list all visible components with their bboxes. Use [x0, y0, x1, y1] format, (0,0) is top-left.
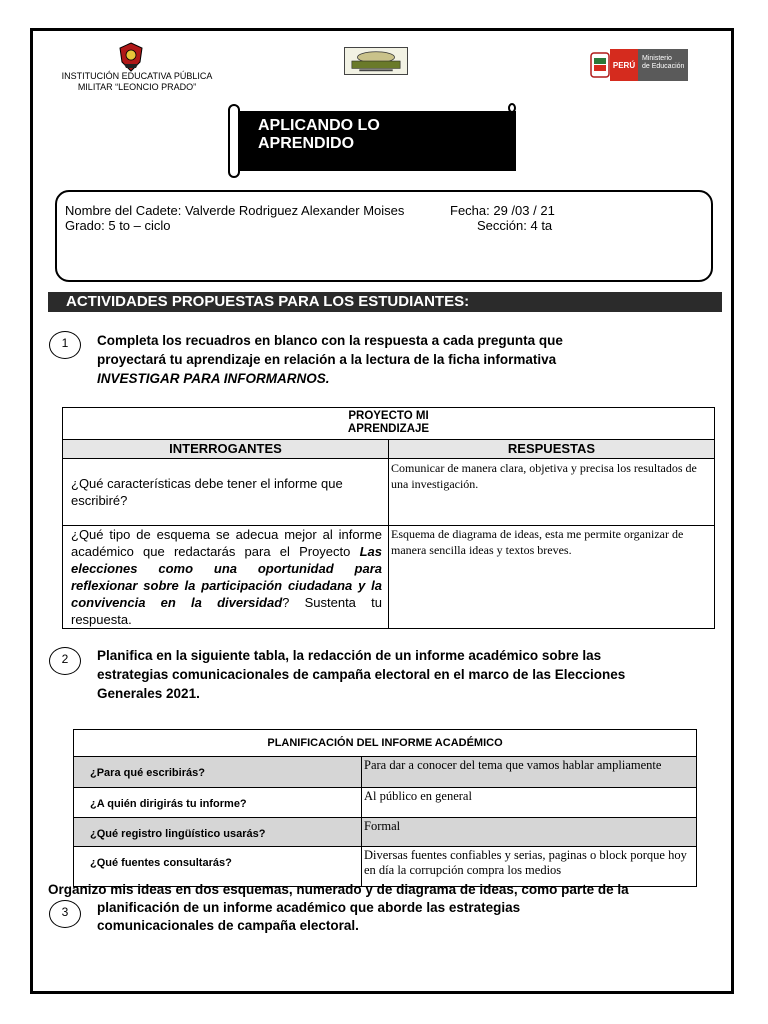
page-title: [258, 117, 458, 153]
school-crest-icon: [118, 42, 144, 72]
activity1-line2: proyectará tu aprendizaje en relación a la lectura de la ficha informativa: [97, 352, 557, 367]
banner-scroll-right: [508, 103, 516, 113]
planning-table-title: PLANIFICACIÓN DEL INFORME ACADÉMICO: [74, 730, 697, 757]
minedu-line1: Ministerio: [642, 55, 672, 62]
project-table-title: [63, 408, 715, 440]
peru-shield-icon: [590, 52, 610, 78]
banner-scroll-left: [228, 104, 240, 178]
activity-number-1: 1: [49, 331, 81, 359]
table-row: [74, 818, 697, 847]
planning-question: ¿A quién dirigirás tu informe?: [74, 788, 362, 818]
table-row: [74, 788, 697, 818]
planning-question: ¿Para qué escribirás?: [74, 757, 362, 788]
program-logo-icon: [344, 47, 408, 75]
answer-cell-1[interactable]: Comunicar de manera clara, objetiva y precisa los resultados de una investigación.: [389, 459, 715, 526]
planning-table: [73, 729, 697, 887]
student-name: Nombre del Cadete: Valverde Rodriguez Alexander Moises: [65, 203, 405, 218]
activity1-instruction: [97, 331, 717, 388]
title-line2: APRENDIDO: [258, 135, 355, 152]
table-row: [74, 757, 697, 788]
question-cell-1: ¿Qué características debe tener el informe que escribiré?: [63, 459, 389, 526]
student-date: Fecha: 29 /03 / 21: [450, 203, 555, 218]
question2-project-title: Las elecciones como una oportunidad para reflexionar sobre la participación ciudadana y la convivencia en la diversidad: [71, 544, 382, 610]
activity2-line2: estrategias comunicacionales de campaña electoral en el marco de las Elecciones: [97, 667, 626, 682]
activity3-line2: planificación de un informe académico que aborde las estrategias: [97, 900, 521, 915]
column-header-answers: RESPUESTAS: [389, 440, 715, 459]
planning-answer[interactable]: Formal: [362, 818, 697, 847]
planning-question: ¿Qué registro lingüístico usarás?: [74, 818, 362, 847]
planning-answer[interactable]: Para dar a conocer del tema que vamos hablar ampliamente: [362, 757, 697, 788]
school-name-line1: INSTITUCIÓN EDUCATIVA PÚBLICA: [61, 71, 213, 81]
minedu-logo: [610, 49, 688, 81]
activity-number-2: 2: [49, 647, 81, 675]
project-table: [62, 407, 715, 629]
column-header-questions: INTERROGANTES: [63, 440, 389, 459]
minedu-country: PERÚ: [610, 49, 638, 81]
activity3-line3: comunicacionales de campaña electoral.: [97, 918, 359, 933]
activity3-continuation: [97, 899, 697, 935]
activity3-line1: Organizo mis ideas en dos esquemas, numerado y de diagrama de ideas, como parte de la: [48, 882, 629, 897]
question-cell-2: [63, 526, 389, 629]
activity2-line1: Planifica en la siguiente tabla, la redacción de un informe académico sobre las: [97, 648, 602, 663]
title-line1: APLICANDO LO: [258, 117, 380, 134]
answer-cell-2[interactable]: Esquema de diagrama de ideas, esta me permite organizar de manera sencilla ideas y textos breves.: [389, 526, 715, 629]
activity2-instruction: [97, 646, 717, 703]
planning-question: ¿Qué fuentes consultarás?: [74, 847, 362, 887]
student-grade: Grado: 5 to – ciclo: [65, 218, 171, 233]
section-heading-bar: [48, 292, 722, 312]
school-name-line2: MILITAR “LEONCIO PRADO”: [77, 82, 197, 92]
activity-number-3: 3: [49, 900, 81, 928]
activity1-line3: INVESTIGAR PARA INFORMARNOS.: [97, 371, 330, 386]
question2-part-c: ? Sustenta tu respuesta.: [71, 595, 382, 627]
project-table-title-line1: PROYECTO MI: [348, 410, 429, 422]
school-name: [52, 71, 222, 93]
section-heading: ACTIVIDADES PROPUESTAS PARA LOS ESTUDIANTES:: [66, 293, 470, 310]
planning-answer[interactable]: Al público en general: [362, 788, 697, 818]
activity1-line1: Completa los recuadros en blanco con la respuesta a cada pregunta que: [97, 333, 563, 348]
question2-part-a: ¿Qué tipo de esquema se adecua mejor al informe académico que redactarás para el Proyecto: [71, 527, 382, 559]
minedu-name: [638, 49, 688, 81]
minedu-line2: de Educación: [642, 63, 685, 70]
activity2-line3: Generales 2021.: [97, 686, 200, 701]
student-section: Sección: 4 ta: [477, 218, 553, 233]
planning-answer[interactable]: Diversas fuentes confiables y serias, paginas o block porque hoy en día la corrupción compra los medios: [362, 847, 697, 887]
project-table-title-line2: APRENDIZAJE: [347, 423, 430, 435]
